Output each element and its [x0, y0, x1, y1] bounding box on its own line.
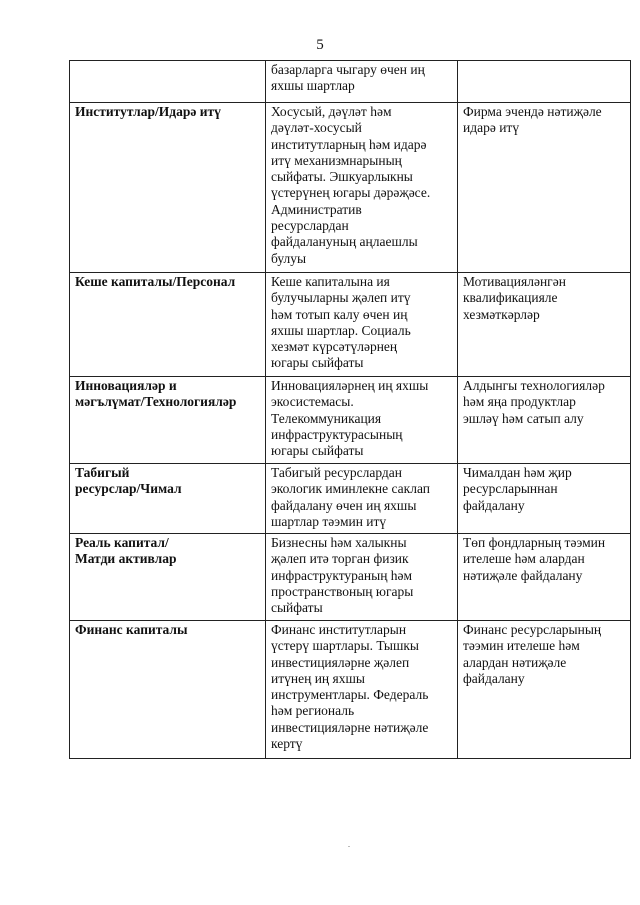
table-cell-firm — [458, 464, 631, 534]
region-description: Бизнесны һәм халыкны җәлеп итә торган физик инфраструктураның һәм пространствоның югары сыйфаты — [271, 535, 414, 616]
table-cell-factor — [70, 273, 266, 377]
table-cell-factor — [70, 464, 266, 534]
table-cell-firm — [458, 621, 631, 759]
region-description: Табигый ресурслардан экологик иминлекне саклап файдалану өчен иң яхшы шартлар тәэмин итү — [271, 465, 431, 529]
table-row — [70, 61, 631, 103]
table-cell-region — [266, 534, 458, 621]
firm-description: Чималдан һәм җир ресурсларыннан файдалану — [463, 465, 572, 513]
table-cell-region — [266, 377, 458, 464]
factor-label: Институтлар/Идарә итү — [75, 104, 221, 119]
factor-label: Кеше капиталы/Персонал — [75, 274, 236, 289]
firm-description: Төп фондларның тәэмин ителеше һәм алардан нәтиҗәле файдалану — [463, 535, 606, 583]
table-cell-region — [266, 273, 458, 377]
firm-description: Алдынгы технологияләр һәм яңа продуктлар эшләү һәм сатып алу — [463, 378, 605, 426]
table-cell-firm — [458, 377, 631, 464]
table-row — [70, 464, 631, 534]
table-row — [70, 621, 631, 759]
table-cell-firm — [458, 61, 631, 103]
firm-description: Фирма эчендә нәтиҗәле идарә итү — [463, 104, 602, 136]
table-cell-factor — [70, 103, 266, 273]
table-cell-firm — [458, 273, 631, 377]
region-description: Финанс институтларын үстерү шартлары. Тышкы инвестицияләрне җәлеп итүнең иң яхшы инструментлары. Федераль һәм региональ инвестицияләрне нәтиҗәле кертү — [271, 622, 429, 752]
factor-label: Финанс капиталы — [75, 622, 188, 637]
region-description: базарларга чыгару өчен иң яхшы шартлар — [271, 62, 425, 94]
table-row — [70, 377, 631, 464]
table-cell-region — [266, 464, 458, 534]
firm-description: Финанс ресурсларының тәэмин ителеше һәм алардан нәтиҗәле файдалану — [463, 622, 602, 686]
table-cell-factor — [70, 534, 266, 621]
table-row — [70, 103, 631, 273]
factors-table — [69, 60, 631, 759]
firm-description: Мотивацияләнгән квалификацияле хезмәткәрләр — [463, 274, 566, 322]
factor-label: Инновацияләр и мәгълүмат/Технологияләр — [75, 378, 237, 410]
region-description: Кеше капиталына ия булучыларны җәлеп итү һәм тотып калу өчен иң яхшы шартлар. Социаль хезмәт күрсәтүләрнең югары сыйфаты — [271, 274, 411, 371]
table-cell-factor — [70, 61, 266, 103]
table-cell-firm — [458, 534, 631, 621]
table-cell-factor — [70, 621, 266, 759]
scan-speck — [348, 846, 350, 847]
table-cell-factor — [70, 377, 266, 464]
table-cell-firm — [458, 103, 631, 273]
table-row — [70, 273, 631, 377]
region-description: Инновацияләрнең иң яхшы экосистемасы. Телекоммуникация инфраструктурасының югары сыйфаты — [271, 378, 429, 459]
table-row — [70, 534, 631, 621]
table-cell-region — [266, 103, 458, 273]
table-cell-region — [266, 61, 458, 103]
factor-label: Реаль капитал/ Матди активлар — [75, 535, 177, 567]
table-cell-region — [266, 621, 458, 759]
region-description: Хосусый, дәүләт һәм дәүләт-хосусый институтларның һәм идарә итү механизмнарының сыйфаты. Эшкуарлыкны үстерүнең югары дәрәҗәсе. Административ ресурслардан файдалануның аңлаешлы булуы — [271, 104, 431, 266]
factor-label: Табигый ресурслар/Чимал — [75, 465, 182, 497]
page-number: 5 — [316, 37, 324, 53]
